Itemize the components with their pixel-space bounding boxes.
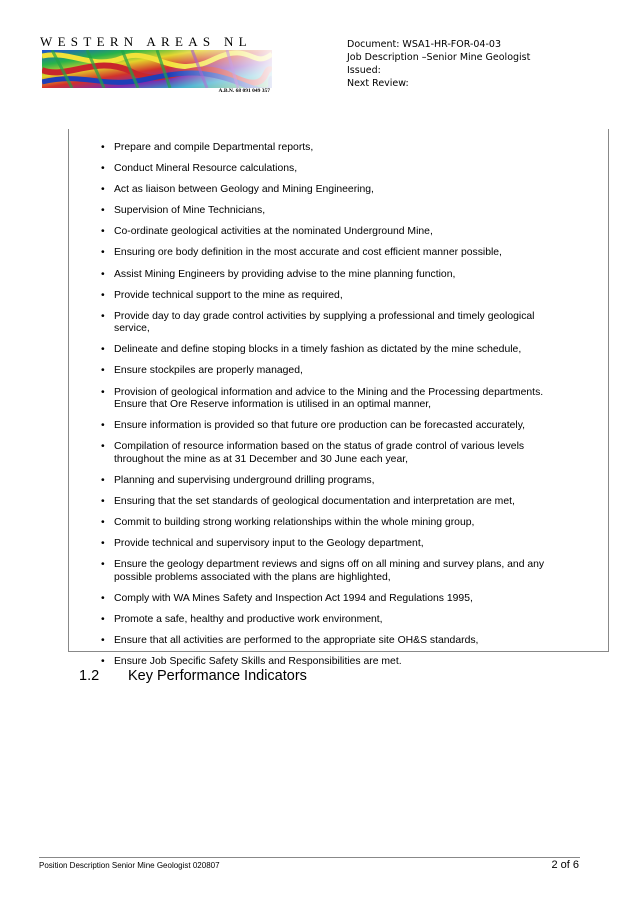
duty-text: Prepare and compile Departmental reports, [114, 142, 314, 153]
company-name: WESTERN AREAS NL [40, 34, 252, 49]
duty-text: Conduct Mineral Resource calculations, [114, 163, 298, 175]
bullet-icon: • [101, 365, 105, 377]
bullet-icon: • [101, 184, 105, 196]
duties-list [101, 142, 553, 677]
duty-text: Supervision of Mine Technicians, [114, 205, 266, 217]
duty-text: Ensuring that the set standards of geological documentation and interpretation are met, [114, 495, 515, 507]
duty-text: Comply with WA Mines Safety and Inspection Act 1994 and Regulations 1995, [114, 592, 473, 604]
bullet-icon: • [101, 205, 105, 217]
bullet-icon: • [101, 289, 105, 301]
bullet-icon: • [101, 634, 105, 646]
section-title: Key Performance Indicators [128, 668, 307, 684]
duty-text: Provision of geological information and advice to the Mining and the Processing departments. Ensure that Ore Reserve information is utilised in an optimal manner, [114, 386, 544, 411]
page-number: 2 of 6 [551, 859, 579, 871]
duty-item [101, 517, 553, 530]
duty-text: Ensure the geology department reviews and signs off on all mining and survey plans, and any possible problems associated with the plans are highlighted, [114, 559, 545, 583]
bullet-icon: • [101, 386, 105, 398]
bullet-icon: • [101, 495, 105, 507]
bullet-icon: • [101, 559, 105, 571]
duty-text: Provide technical and supervisory input to the Geology department, [114, 538, 424, 550]
duty-item [101, 559, 553, 584]
duty-text: Ensure that all activities are performed to the appropriate site OH&S standards, [114, 634, 479, 646]
duty-text: Co-ordinate geological activities at the nominated Underground Mine, [114, 226, 433, 238]
duty-item [101, 614, 553, 627]
bullet-icon: • [101, 268, 105, 280]
bullet-icon: • [101, 163, 105, 175]
duty-item [101, 290, 553, 303]
duty-item [101, 656, 553, 669]
bullet-icon: • [101, 226, 105, 238]
footer-document-name: Position Description Senior Mine Geologist 020807 [39, 861, 220, 870]
bullet-icon: • [101, 310, 105, 322]
company-logo [40, 34, 272, 96]
duty-item [101, 205, 553, 218]
bullet-icon: • [101, 474, 105, 486]
bullet-icon: • [101, 441, 105, 453]
section-number: 1.2 [79, 668, 100, 684]
issued-label: Issued: [347, 65, 381, 76]
duty-text: Provide day to day grade control activities by supplying a professional and timely geological service, [114, 310, 535, 335]
duties-table-cell [68, 129, 609, 668]
bullet-icon: • [101, 656, 105, 668]
duty-item [101, 593, 553, 606]
duty-item [101, 311, 553, 336]
duty-text: Delineate and define stoping blocks in a timely fashion as dictated by the mine schedule, [114, 344, 522, 356]
duty-item [101, 184, 553, 197]
bullet-icon: • [101, 613, 105, 625]
duty-item [101, 420, 553, 433]
duty-item [101, 247, 553, 260]
duty-item [101, 269, 553, 282]
duty-text: Promote a safe, healthy and productive work environment, [114, 613, 383, 625]
duty-text: Commit to building strong working relationships within the whole mining group, [114, 517, 475, 528]
duty-text: Ensuring ore body definition in the most accurate and cost efficient manner possible, [114, 247, 502, 259]
bullet-icon: • [101, 247, 105, 259]
duty-item [101, 441, 553, 466]
bullet-icon: • [101, 517, 105, 528]
duty-text: Ensure stockpiles are properly managed, [114, 365, 303, 377]
duty-text: Compilation of resource information based on the status of grade control of various levels throughout the mine as at 31 December and 30 June each year, [114, 441, 525, 465]
bullet-icon: • [101, 538, 105, 550]
duty-item [101, 387, 553, 412]
document-id: Document: WSA1-HR-FOR-04-03 [347, 39, 501, 50]
duty-text: Planning and supervising underground drilling programs, [114, 474, 375, 486]
duty-text: Ensure Job Specific Safety Skills and Responsibilities are met. [114, 656, 402, 668]
duty-text: Act as liaison between Geology and Mining Engineering, [114, 184, 374, 196]
next-review-label: Next Review: [347, 78, 409, 89]
document-meta [347, 38, 530, 90]
duty-item [101, 538, 553, 551]
duty-item [101, 344, 553, 357]
duty-item [101, 142, 553, 155]
duty-item [101, 226, 553, 239]
duty-item [101, 365, 553, 378]
duty-item [101, 475, 553, 488]
logo-geology-art [42, 50, 272, 88]
abn-number: A.B.N. 68 091 049 357 [218, 88, 270, 94]
job-description-title: Job Description –Senior Mine Geologist [347, 52, 531, 63]
footer-divider [39, 857, 580, 858]
bullet-icon: • [101, 344, 105, 356]
bullet-icon: • [101, 142, 105, 153]
bullet-icon: • [101, 420, 105, 432]
duty-text: Provide technical support to the mine as required, [114, 289, 343, 301]
bullet-icon: • [101, 592, 105, 604]
duty-text: Assist Mining Engineers by providing advise to the mine planning function, [114, 268, 456, 280]
duty-item [101, 635, 553, 648]
duty-item [101, 496, 553, 509]
duty-item [101, 163, 553, 176]
duty-text: Ensure information is provided so that future ore production can be forecasted accurately, [114, 420, 526, 432]
